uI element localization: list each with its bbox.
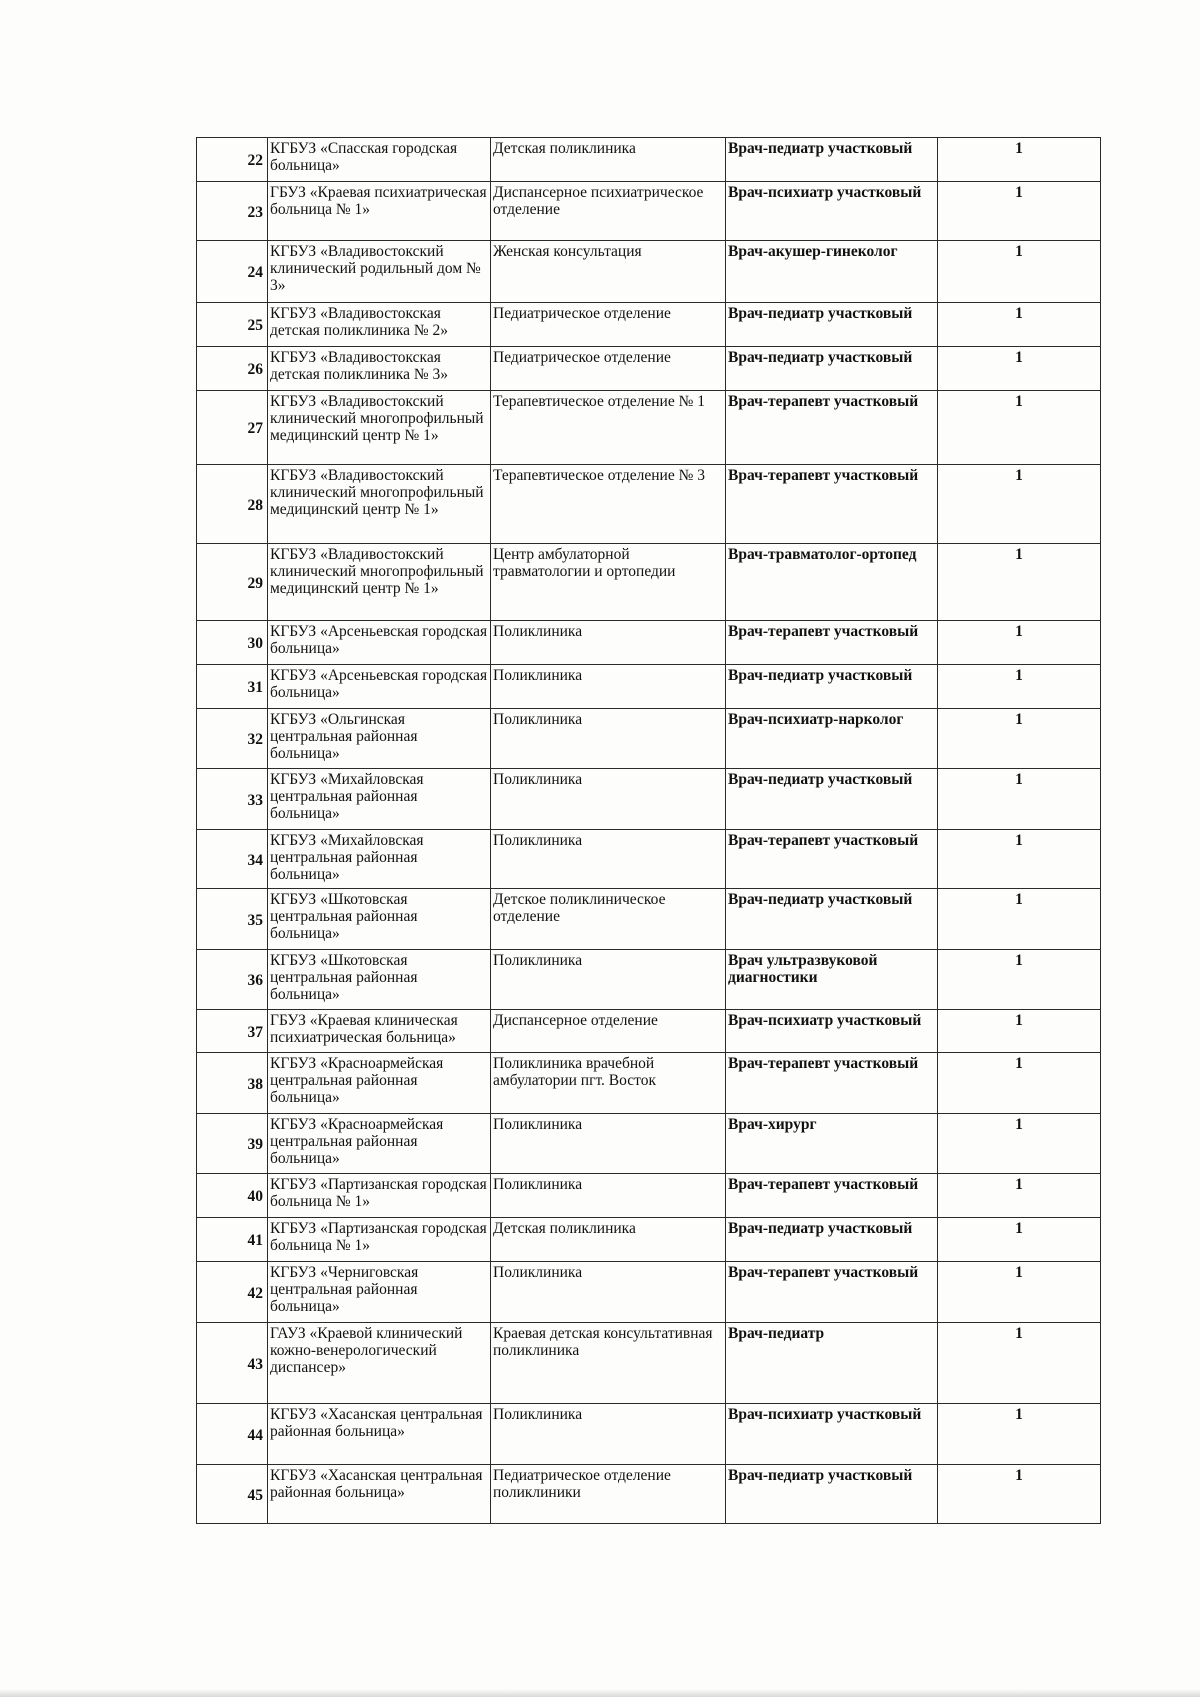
- table-row: [197, 347, 1101, 391]
- position-cell: Врач-педиатр участковый: [726, 1465, 938, 1524]
- table-row: [197, 1053, 1101, 1114]
- quantity-cell: 1: [938, 1262, 1101, 1323]
- department-cell: Детская поликлиника: [491, 138, 726, 182]
- department-cell: Терапевтическое отделение № 1: [491, 391, 726, 465]
- organization-cell: КГБУЗ «Владивостокская детская поликлиника № 3»: [268, 347, 491, 391]
- row-number-cell: 28: [197, 465, 268, 544]
- row-number-cell: 22: [197, 138, 268, 182]
- quantity-cell: 1: [938, 1404, 1101, 1465]
- organization-cell: КГБУЗ «Хасанская центральная районная больница»: [268, 1404, 491, 1465]
- position-cell: Врач-педиатр участковый: [726, 347, 938, 391]
- position-cell: Врач-терапевт участковый: [726, 1174, 938, 1218]
- position-cell: Врач-травматолог-ортопед: [726, 544, 938, 621]
- organization-cell: КГБУЗ «Партизанская городская больница № 1»: [268, 1174, 491, 1218]
- organization-cell: КГБУЗ «Владивостокский клинический многопрофильный медицинский центр № 1»: [268, 465, 491, 544]
- position-cell: Врач-терапевт участковый: [726, 1053, 938, 1114]
- table-row: [197, 1323, 1101, 1404]
- row-number-cell: 29: [197, 544, 268, 621]
- position-cell: Врач-педиатр участковый: [726, 889, 938, 950]
- row-number-cell: 36: [197, 950, 268, 1010]
- organization-cell: КГБУЗ «Михайловская центральная районная больница»: [268, 769, 491, 830]
- organization-cell: ГАУЗ «Краевой клинический кожно-венерологический диспансер»: [268, 1323, 491, 1404]
- organization-cell: ГБУЗ «Краевая психиатрическая больница № 1»: [268, 182, 491, 241]
- organization-cell: КГБУЗ «Шкотовская центральная районная больница»: [268, 950, 491, 1010]
- table-row: [197, 1010, 1101, 1053]
- table-row: [197, 621, 1101, 665]
- row-number-cell: 23: [197, 182, 268, 241]
- department-cell: Поликлиника: [491, 621, 726, 665]
- table-row: [197, 830, 1101, 889]
- department-cell: Диспансерное психиатрическое отделение: [491, 182, 726, 241]
- quantity-cell: 1: [938, 303, 1101, 347]
- department-cell: Терапевтическое отделение № 3: [491, 465, 726, 544]
- department-cell: Поликлиника: [491, 830, 726, 889]
- department-cell: Поликлиника: [491, 1114, 726, 1174]
- department-cell: Педиатрическое отделение: [491, 347, 726, 391]
- row-number-cell: 32: [197, 709, 268, 769]
- table-body: [197, 138, 1101, 1524]
- quantity-cell: 1: [938, 1218, 1101, 1262]
- position-cell: Врач-хирург: [726, 1114, 938, 1174]
- organization-cell: КГБУЗ «Владивостокская детская поликлиника № 2»: [268, 303, 491, 347]
- quantity-cell: 1: [938, 347, 1101, 391]
- row-number-cell: 42: [197, 1262, 268, 1323]
- department-cell: Женская консультация: [491, 241, 726, 303]
- table-row: [197, 769, 1101, 830]
- table-row: [197, 182, 1101, 241]
- scan-edge: [0, 1689, 1200, 1697]
- department-cell: Поликлиника: [491, 1404, 726, 1465]
- row-number-cell: 45: [197, 1465, 268, 1524]
- table-row: [197, 241, 1101, 303]
- quantity-cell: 1: [938, 1010, 1101, 1053]
- position-cell: Врач-терапевт участковый: [726, 830, 938, 889]
- position-cell: Врач-педиатр: [726, 1323, 938, 1404]
- organization-cell: КГБУЗ «Владивостокский клинический родильный дом № 3»: [268, 241, 491, 303]
- position-cell: Врач-педиатр участковый: [726, 769, 938, 830]
- organization-cell: КГБУЗ «Хасанская центральная районная больница»: [268, 1465, 491, 1524]
- department-cell: Детская поликлиника: [491, 1218, 726, 1262]
- department-cell: Поликлиника: [491, 769, 726, 830]
- department-cell: Поликлиника: [491, 665, 726, 709]
- quantity-cell: 1: [938, 391, 1101, 465]
- row-number-cell: 26: [197, 347, 268, 391]
- position-cell: Врач-акушер-гинеколог: [726, 241, 938, 303]
- table-row: [197, 1404, 1101, 1465]
- quantity-cell: 1: [938, 182, 1101, 241]
- quantity-cell: 1: [938, 544, 1101, 621]
- row-number-cell: 27: [197, 391, 268, 465]
- organization-cell: КГБУЗ «Владивостокский клинический многопрофильный медицинский центр № 1»: [268, 544, 491, 621]
- row-number-cell: 34: [197, 830, 268, 889]
- table-row: [197, 138, 1101, 182]
- row-number-cell: 44: [197, 1404, 268, 1465]
- quantity-cell: 1: [938, 1114, 1101, 1174]
- organization-cell: КГБУЗ «Красноармейская центральная районная больница»: [268, 1053, 491, 1114]
- position-cell: Врач-терапевт участковый: [726, 621, 938, 665]
- table-row: [197, 303, 1101, 347]
- organization-cell: КГБУЗ «Михайловская центральная районная больница»: [268, 830, 491, 889]
- row-number-cell: 25: [197, 303, 268, 347]
- position-cell: Врач-педиатр участковый: [726, 1218, 938, 1262]
- organization-cell: КГБУЗ «Спасская городская больница»: [268, 138, 491, 182]
- row-number-cell: 33: [197, 769, 268, 830]
- quantity-cell: 1: [938, 830, 1101, 889]
- position-cell: Врач-педиатр участковый: [726, 665, 938, 709]
- position-cell: Врач-психиатр участковый: [726, 1010, 938, 1053]
- row-number-cell: 35: [197, 889, 268, 950]
- position-cell: Врач-психиатр-нарколог: [726, 709, 938, 769]
- table-row: [197, 1174, 1101, 1218]
- row-number-cell: 40: [197, 1174, 268, 1218]
- position-cell: Врач-педиатр участковый: [726, 138, 938, 182]
- quantity-cell: 1: [938, 709, 1101, 769]
- quantity-cell: 1: [938, 1174, 1101, 1218]
- department-cell: Педиатрическое отделение поликлиники: [491, 1465, 726, 1524]
- organization-cell: КГБУЗ «Черниговская центральная районная больница»: [268, 1262, 491, 1323]
- vacancies-table: [196, 137, 1101, 1524]
- department-cell: Поликлиника: [491, 1174, 726, 1218]
- quantity-cell: 1: [938, 950, 1101, 1010]
- quantity-cell: 1: [938, 1323, 1101, 1404]
- organization-cell: КГБУЗ «Красноармейская центральная районная больница»: [268, 1114, 491, 1174]
- table-row: [197, 665, 1101, 709]
- department-cell: Педиатрическое отделение: [491, 303, 726, 347]
- organization-cell: КГБУЗ «Партизанская городская больница № 1»: [268, 1218, 491, 1262]
- quantity-cell: 1: [938, 1465, 1101, 1524]
- position-cell: Врач ультразвуковой диагностики: [726, 950, 938, 1010]
- row-number-cell: 41: [197, 1218, 268, 1262]
- department-cell: Поликлиника: [491, 1262, 726, 1323]
- department-cell: Диспансерное отделение: [491, 1010, 726, 1053]
- table-row: [197, 465, 1101, 544]
- row-number-cell: 24: [197, 241, 268, 303]
- position-cell: Врач-педиатр участковый: [726, 303, 938, 347]
- position-cell: Врач-психиатр участковый: [726, 182, 938, 241]
- quantity-cell: 1: [938, 465, 1101, 544]
- organization-cell: КГБУЗ «Арсеньевская городская больница»: [268, 665, 491, 709]
- table-row: [197, 709, 1101, 769]
- organization-cell: КГБУЗ «Ольгинская центральная районная больница»: [268, 709, 491, 769]
- quantity-cell: 1: [938, 1053, 1101, 1114]
- table-row: [197, 1465, 1101, 1524]
- position-cell: Врач-психиатр участковый: [726, 1404, 938, 1465]
- department-cell: Поликлиника: [491, 709, 726, 769]
- department-cell: Краевая детская консультативная поликлиника: [491, 1323, 726, 1404]
- table-row: [197, 1114, 1101, 1174]
- table-row: [197, 1262, 1101, 1323]
- quantity-cell: 1: [938, 138, 1101, 182]
- table-row: [197, 889, 1101, 950]
- organization-cell: КГБУЗ «Шкотовская центральная районная больница»: [268, 889, 491, 950]
- organization-cell: КГБУЗ «Арсеньевская городская больница»: [268, 621, 491, 665]
- department-cell: Детское поликлиническое отделение: [491, 889, 726, 950]
- department-cell: Поликлиника: [491, 950, 726, 1010]
- table-row: [197, 391, 1101, 465]
- row-number-cell: 31: [197, 665, 268, 709]
- row-number-cell: 37: [197, 1010, 268, 1053]
- department-cell: Центр амбулаторной травматологии и ортопедии: [491, 544, 726, 621]
- table-row: [197, 544, 1101, 621]
- quantity-cell: 1: [938, 769, 1101, 830]
- position-cell: Врач-терапевт участковый: [726, 391, 938, 465]
- position-cell: Врач-терапевт участковый: [726, 465, 938, 544]
- table-row: [197, 1218, 1101, 1262]
- organization-cell: ГБУЗ «Краевая клиническая психиатрическая больница»: [268, 1010, 491, 1053]
- row-number-cell: 39: [197, 1114, 268, 1174]
- row-number-cell: 30: [197, 621, 268, 665]
- position-cell: Врач-терапевт участковый: [726, 1262, 938, 1323]
- row-number-cell: 38: [197, 1053, 268, 1114]
- organization-cell: КГБУЗ «Владивостокский клинический многопрофильный медицинский центр № 1»: [268, 391, 491, 465]
- quantity-cell: 1: [938, 241, 1101, 303]
- quantity-cell: 1: [938, 665, 1101, 709]
- row-number-cell: 43: [197, 1323, 268, 1404]
- department-cell: Поликлиника врачебной амбулатории пгт. Восток: [491, 1053, 726, 1114]
- quantity-cell: 1: [938, 889, 1101, 950]
- quantity-cell: 1: [938, 621, 1101, 665]
- table-row: [197, 950, 1101, 1010]
